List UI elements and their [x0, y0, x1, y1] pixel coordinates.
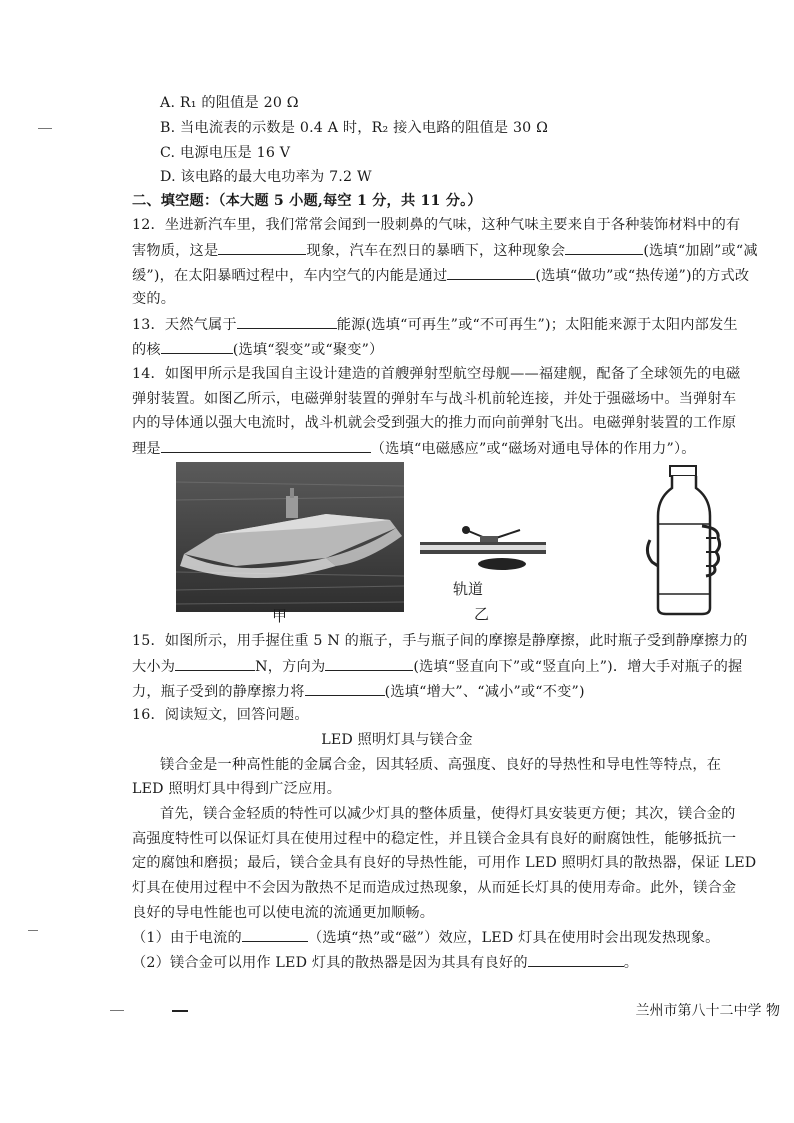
q15-line-3 — [132, 680, 585, 703]
q12-line-2 — [132, 239, 758, 262]
q14-line-1: 14．如图甲所示是我国自主设计建造的首艘弹射型航空母舰——福建舰，配备了全球领先的电磁 — [132, 366, 741, 382]
text: 13．天然气属于 — [132, 317, 237, 333]
text: （选填“电磁感应”或“磁场对通电导体的作用力”）。 — [370, 441, 696, 457]
q12-line-3 — [132, 264, 749, 287]
answer-blank[interactable] — [218, 239, 306, 255]
answer-blank[interactable] — [161, 338, 233, 354]
margin-mark — [38, 128, 52, 129]
answer-blank[interactable] — [305, 680, 385, 696]
hand-holding-bottle-diagram — [644, 462, 726, 618]
answer-blank[interactable] — [447, 264, 535, 280]
text: (选填“加剧”或“减 — [643, 243, 758, 259]
answer-blank[interactable] — [237, 313, 337, 329]
text: （2）镁合金可以用作 LED 灯具的散热器是因为其具有良好的 — [132, 955, 528, 971]
aircraft-carrier-photo — [176, 462, 404, 612]
margin-mark — [110, 1010, 124, 1011]
section-heading: 二、填空题：（本大题 5 小题,每空 1 分，共 11 分。） — [132, 193, 482, 209]
q16-subquestion-2 — [132, 951, 638, 974]
text: 现象，汽车在烈日的暴晒下，这种现象会 — [306, 243, 566, 259]
q15-line-1: 15．如图所示，用手握住重 5 N 的瓶子，手与瓶子间的摩擦是静摩擦，此时瓶子受到静摩擦力的 — [132, 633, 748, 649]
passage-p1-line-2: LED 照明灯具中得到广泛应用。 — [132, 781, 342, 797]
margin-mark — [172, 1010, 188, 1012]
text: 能源(选填“可再生”或“不可再生”)；太阳能来源于太阳内部发生 — [336, 317, 738, 333]
q15-line-2 — [132, 655, 742, 678]
passage-p2-line-1: 首先，镁合金轻质的特性可以减少灯具的整体质量，使得灯具安装更方便；其次，镁合金的 — [160, 806, 736, 822]
q14-line-4 — [132, 437, 696, 460]
q14-line-3: 内的导体通以强大电流时，战斗机就会受到强大的推力而向前弹射飞出。电磁弹射装置的工作原 — [132, 415, 737, 431]
q11-option-b: B. 当电流表的示数是 0.4 A 时，R₂ 接入电路的阻值是 30 Ω — [160, 120, 549, 136]
text: 害物质，这是 — [132, 243, 219, 259]
q16-subquestion-1 — [132, 926, 720, 949]
q13-line-1 — [132, 313, 738, 336]
text: 力，瓶子受到的静摩擦力将 — [132, 684, 305, 700]
answer-blank[interactable] — [161, 437, 371, 453]
text: 。 — [623, 955, 639, 971]
q11-option-d: D. 该电路的最大电功率为 7.2 W — [160, 169, 372, 185]
text: (选填“竖直向下”或“竖直向上”)．增大手对瓶子的握 — [413, 659, 743, 675]
text: (选填“裂变”或“聚变”） — [232, 342, 384, 358]
passage-p2-line-2: 高强度特性可以保证灯具在使用过程中的稳定性，并且镁合金具有良好的耐腐蚀性，能够抵抗一 — [132, 831, 737, 847]
q11-option-c: C. 电源电压是 16 V — [160, 145, 291, 161]
text: 缓”)，在太阳暴晒过程中，车内空气的内能是通过 — [132, 268, 448, 284]
catapult-rail-diagram — [420, 520, 546, 582]
text: 理是 — [132, 441, 161, 457]
answer-blank[interactable] — [528, 951, 624, 967]
q16-intro: 16．阅读短文，回答问题。 — [132, 707, 309, 723]
text: 的核 — [132, 342, 161, 358]
passage-p1-line-1: 镁合金是一种高性能的金属合金，因其轻质、高强度、良好的导热性和导电性等特点，在 — [160, 757, 722, 773]
q11-option-a: A. R₁ 的阻值是 20 Ω — [160, 95, 299, 111]
answer-blank[interactable] — [242, 926, 308, 942]
passage-p2-line-5: 良好的导电性能也可以使电流的流通更加顺畅。 — [132, 905, 435, 921]
answer-blank[interactable] — [565, 239, 643, 255]
text: (选填“做功”或“热传递”)的方式改 — [535, 268, 750, 284]
answer-blank[interactable] — [175, 655, 255, 671]
q12-line-4: 变的。 — [132, 291, 176, 307]
figure-yi-label: 乙 — [474, 605, 490, 623]
text: 大小为 — [132, 659, 176, 675]
passage-title: LED 照明灯具与镁合金 — [321, 732, 473, 748]
margin-mark — [28, 930, 38, 931]
q13-line-2 — [132, 338, 383, 361]
text: （选填“热”或“磁”）效应，LED 灯具在使用时会出现发热现象。 — [307, 930, 720, 946]
figure-jia-label: 甲 — [272, 607, 288, 625]
page-footer: 兰州市第八十二中学 物 — [635, 1003, 780, 1019]
text: N，方向为 — [255, 659, 326, 675]
passage-p2-line-4: 灯具在使用过程中不会因为散热不足而造成过热现象，从而延长灯具的使用寿命。此外，镁合金 — [132, 880, 737, 896]
passage-p2-line-3: 定的腐蚀和磨损；最后，镁合金具有良好的导热性能，可用作 LED 照明灯具的散热器，保证 LED — [132, 855, 757, 871]
q14-line-2: 弹射装置。如图乙所示，电磁弹射装置的弹射车与战斗机前轮连接，并处于强磁场中。当弹射车 — [132, 391, 737, 407]
text: (选填“增大”、“减小”或“不变”) — [384, 684, 585, 700]
q12-line-1: 12．坐进新汽车里，我们常常会闻到一股刺鼻的气味，这种气味主要来自于各种装饰材料中的有 — [132, 217, 741, 233]
rail-label: 轨道 — [453, 580, 484, 598]
text: （1）由于电流的 — [132, 930, 242, 946]
answer-blank[interactable] — [325, 655, 413, 671]
